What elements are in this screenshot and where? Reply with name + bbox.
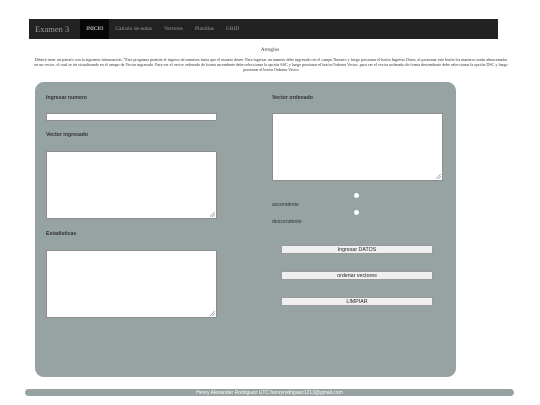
descendente-label: descendente	[272, 219, 302, 225]
form-panel	[35, 82, 456, 377]
resize-grip-icon[interactable]	[436, 174, 441, 179]
ingresar-numero-label: Ingresar numero	[46, 95, 87, 101]
page-footer: Henry Alexander Rodriguez UTC henryrodriguez1213@gmail.com	[25, 389, 514, 396]
nav-item-grid[interactable]: GRID	[225, 26, 240, 32]
desc-radio[interactable]	[354, 210, 359, 215]
vector-ingresado-textarea[interactable]	[46, 151, 217, 219]
ordenar-vectores-button[interactable]: ordenar vectores	[281, 271, 433, 280]
estadisticas-label: Estadisticas	[46, 231, 77, 237]
top-navbar	[29, 19, 498, 39]
asc-radio[interactable]	[354, 193, 359, 198]
page-description: Deberá tener un párrafo con la siguiente información: "Este programa permite el ingreso de numeros hasta que el usuario desee. Para ingresar un numero debe ingresarlo en el campo Numero y luego presionar el botón Ingresar Datos, al presionar este botón los numeros seràn almacenados en un vector, el cual se irà visualizando en el campo de Vector ingresado. Para ver el vector ordenado de forma ascendente debe seleccionar la opción ASC y luego presionar el botón Ordenar Vector, para ver el vector ordenado de forma descendente debe seleccionar la opción DSC y luego presionar el botón Ordenar Vector	[34, 57, 508, 72]
resize-grip-icon[interactable]	[210, 311, 215, 316]
navbar-brand[interactable]: Examen 3	[35, 24, 70, 34]
ascendente-label: ascendente	[272, 202, 299, 208]
nav-item-inicio[interactable]: INICIO	[80, 19, 109, 39]
nav-item-vectores[interactable]: Vectores	[164, 26, 183, 32]
resize-grip-icon[interactable]	[210, 212, 215, 217]
nav-item-planillas[interactable]: Planillas	[194, 26, 214, 32]
page-heading: Arreglos	[260, 47, 280, 53]
vector-ordenado-label: Vector ordenado	[272, 95, 313, 101]
limpiar-button[interactable]: LIMPIAR	[281, 297, 433, 306]
vector-ordenado-textarea[interactable]	[272, 113, 443, 181]
vector-ingresado-label: Vector ingresado	[46, 132, 89, 138]
numero-input[interactable]	[46, 113, 217, 121]
nav-item-calculo-de-notas[interactable]: Calculo de notas	[115, 26, 153, 32]
estadisticas-textarea[interactable]	[46, 250, 217, 318]
ingresar-datos-button[interactable]: Ingresar DATOS	[281, 245, 433, 254]
